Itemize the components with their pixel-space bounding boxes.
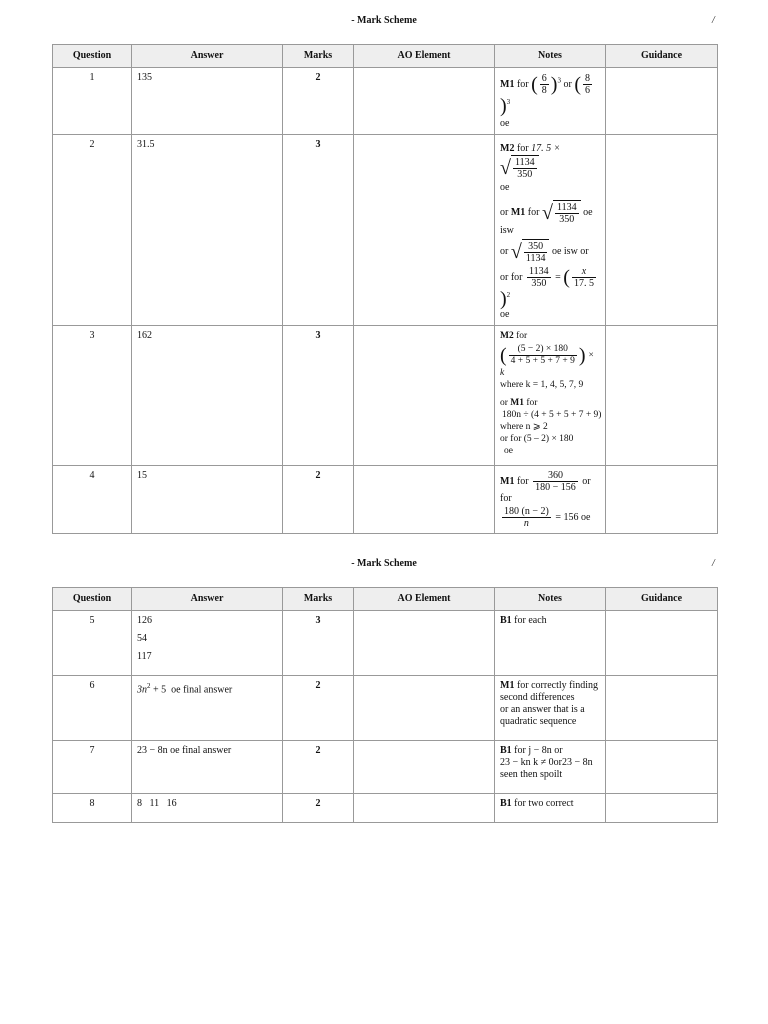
- notes-text: or: [500, 206, 509, 218]
- notes-text: oe: [500, 182, 510, 194]
- col-notes: Notes: [495, 45, 606, 68]
- fraction: $\frac{x}{17. 5}$: [573, 266, 594, 290]
- notes-text: where k = 1, 4, 5, 7, 9: [500, 380, 584, 391]
- table-row: [53, 68, 718, 135]
- guidance-cell: [606, 135, 718, 326]
- guidance-cell: [606, 676, 718, 741]
- col-ao-element: AO Element: [354, 588, 495, 611]
- ao-element-cell: [354, 611, 495, 676]
- col-answer: Answer: [132, 45, 283, 68]
- question-number: 1: [53, 68, 132, 135]
- table-row: [53, 794, 718, 823]
- notes-text: or: [500, 398, 508, 409]
- table-row: [53, 466, 718, 534]
- marks-cell: 2: [283, 676, 354, 741]
- notes-text: for: [526, 398, 538, 409]
- answer-cell: [132, 611, 283, 676]
- ao-element-cell: [354, 741, 495, 794]
- guidance-cell: [606, 326, 718, 466]
- mark-label: B1: [500, 745, 512, 756]
- marks-cell: 2: [283, 741, 354, 794]
- notes-text: for each: [514, 615, 547, 626]
- mark-label: B1: [500, 798, 512, 809]
- question-number: 6: [53, 676, 132, 741]
- notes-text: for correctly finding: [516, 680, 599, 691]
- notes-text: second differences: [500, 692, 575, 703]
- notes-text: or: [563, 78, 572, 90]
- answer-cell: 15: [132, 466, 283, 534]
- answer-text: + 5 oe final answer: [150, 684, 233, 696]
- notes-cell: [495, 611, 606, 676]
- page2-table: [52, 587, 718, 823]
- question-number: 3: [53, 326, 132, 466]
- notes-text: oe: [504, 446, 513, 457]
- guidance-cell: [606, 794, 718, 823]
- fraction: $\frac{360}{180 - 156}$: [535, 470, 576, 494]
- col-question: Question: [53, 588, 132, 611]
- notes-text: for two correct: [514, 798, 574, 809]
- guidance-cell: [606, 68, 718, 135]
- notes-text: = 156 oe: [555, 511, 591, 523]
- answer-cell: 23 − 8n oe final answer: [132, 741, 283, 794]
- notes-text: oe: [500, 118, 510, 130]
- marks-cell: 3: [283, 326, 354, 466]
- notes-text: oe: [500, 309, 510, 321]
- notes-text: for: [516, 78, 529, 90]
- notes-text: for: [516, 143, 529, 155]
- question-number: 4: [53, 466, 132, 534]
- notes-text: for j − 8n or: [514, 745, 563, 756]
- answer-cell: 8 11 16: [132, 794, 283, 823]
- mark-label: M1: [500, 78, 515, 90]
- square-root: √ $\frac{1134}{350}$: [542, 200, 581, 225]
- answer-line: 117: [137, 651, 152, 662]
- notes-cell: [495, 794, 606, 823]
- col-marks: Marks: [283, 588, 354, 611]
- page1-slash: /: [712, 15, 715, 26]
- page2-header: [0, 558, 768, 572]
- answer-line: 126: [137, 615, 152, 626]
- table-row: [53, 135, 718, 326]
- notes-text: or for (5 – 2) × 180: [500, 434, 574, 445]
- marks-cell: 2: [283, 466, 354, 534]
- page1-header: [0, 15, 768, 29]
- col-guidance: Guidance: [606, 45, 718, 68]
- notes-text: oe isw or: [551, 245, 589, 257]
- notes-text: seen then spoilt: [500, 769, 563, 780]
- notes-text: 17. 5 ×: [531, 143, 561, 155]
- mark-label: M1: [510, 398, 525, 409]
- page1-table: [52, 44, 718, 534]
- col-marks: Marks: [283, 45, 354, 68]
- mark-label: M1: [500, 475, 515, 487]
- notes-text: =: [555, 271, 561, 283]
- marks-cell: 3: [283, 611, 354, 676]
- col-answer: Answer: [132, 588, 283, 611]
- notes-cell: [495, 676, 606, 741]
- col-guidance: Guidance: [606, 588, 718, 611]
- guidance-cell: [606, 741, 718, 794]
- col-question: Question: [53, 45, 132, 68]
- marks-cell: 2: [283, 794, 354, 823]
- notes-cell: M1 for ( $\frac{6}{8}$ )$^3$ or ( $\frac{8}{6}$ )$^3$ oe: [495, 68, 606, 135]
- notes-text: or an answer that is a: [500, 704, 585, 715]
- notes-cell: M2 for 17. 5 × √ $\frac{1134}{350}$ oe or M1 for √ $\frac{1134}{350}$ oe isw or √ $\frac{350}{1134}$ oe isw or or for $\frac{1134}{350}$ = ( $\frac{x}{17. 5}$ )$^2$ oe: [495, 135, 606, 326]
- question-number: 5: [53, 611, 132, 676]
- ao-element-cell: [354, 68, 495, 135]
- table-row: [53, 676, 718, 741]
- notes-text: for: [516, 331, 528, 342]
- notes-text: × k: [500, 350, 595, 379]
- fraction: $\frac{1134}{350}$: [529, 266, 549, 290]
- page2-title: - Mark Scheme: [351, 558, 417, 569]
- marks-cell: 3: [283, 135, 354, 326]
- fraction: $\frac{(5 - 2) \times 180}{4 + 5 + 5 + 7 + 9}$: [510, 344, 575, 367]
- mark-label: M1: [500, 680, 515, 691]
- ao-element-cell: [354, 135, 495, 326]
- ao-element-cell: [354, 676, 495, 741]
- marks-cell: 2: [283, 68, 354, 135]
- notes-cell: M2 for ( $\frac{(5 - 2) \times 180}{4 + 5 + 5 + 7 + 9}$ ) × k where k = 1, 4, 5, 7, 9 or M1 for 180n ÷ (4 + 5 + 5 + 7 + 9) where n ⩾ 2 or for (5 – 2) × 180 oe: [495, 326, 606, 466]
- question-number: 2: [53, 135, 132, 326]
- notes-text: for: [527, 206, 540, 218]
- notes-text: or for: [500, 475, 591, 505]
- guidance-cell: [606, 466, 718, 534]
- page2-slash: /: [712, 558, 715, 569]
- col-notes: Notes: [495, 588, 606, 611]
- notes-cell: [495, 741, 606, 794]
- answer-cell: 135: [132, 68, 283, 135]
- square-root: √ $\frac{1134}{350}$: [500, 155, 539, 180]
- table-header-row: [53, 588, 718, 611]
- table-row: [53, 611, 718, 676]
- answer-cell: $3n^2 + 5$ oe final answer: [132, 676, 283, 741]
- question-number: 8: [53, 794, 132, 823]
- answer-line: 54: [137, 633, 147, 644]
- notes-text: 180n ÷ (4 + 5 + 5 + 7 + 9): [502, 410, 602, 421]
- ao-element-cell: [354, 326, 495, 466]
- notes-text: 23 − kn k ≠ 0or23 − 8n: [500, 757, 593, 768]
- mark-label: M2: [500, 143, 515, 155]
- answer-text: 3n: [137, 684, 147, 696]
- square-root: √ $\frac{350}{1134}$: [511, 239, 550, 264]
- answer-cell: 31.5: [132, 135, 283, 326]
- ao-element-cell: [354, 794, 495, 823]
- guidance-cell: [606, 611, 718, 676]
- table-row: [53, 741, 718, 794]
- mark-label: M1: [510, 206, 526, 218]
- ao-element-cell: [354, 466, 495, 534]
- fraction: $\frac{180 (n - 2)}{n}$: [504, 506, 549, 530]
- answer-cell: 162: [132, 326, 283, 466]
- notes-text: or: [500, 245, 509, 257]
- mark-label: M2: [500, 331, 514, 342]
- question-number: 7: [53, 741, 132, 794]
- notes-text: oe isw: [500, 206, 593, 237]
- table-row: [53, 326, 718, 466]
- page1-title: - Mark Scheme: [351, 15, 417, 26]
- notes-cell: [495, 466, 606, 534]
- fraction: $\frac{6}{8}$: [541, 73, 547, 96]
- notes-text: where n ⩾ 2: [500, 422, 548, 433]
- mark-label: B1: [500, 615, 512, 626]
- notes-text: for: [516, 475, 529, 487]
- notes-text: or for: [500, 271, 523, 283]
- notes-text: quadratic sequence: [500, 716, 577, 727]
- col-ao-element: AO Element: [354, 45, 495, 68]
- fraction: $\frac{8}{6}$: [584, 73, 590, 96]
- table-header-row: [53, 45, 718, 68]
